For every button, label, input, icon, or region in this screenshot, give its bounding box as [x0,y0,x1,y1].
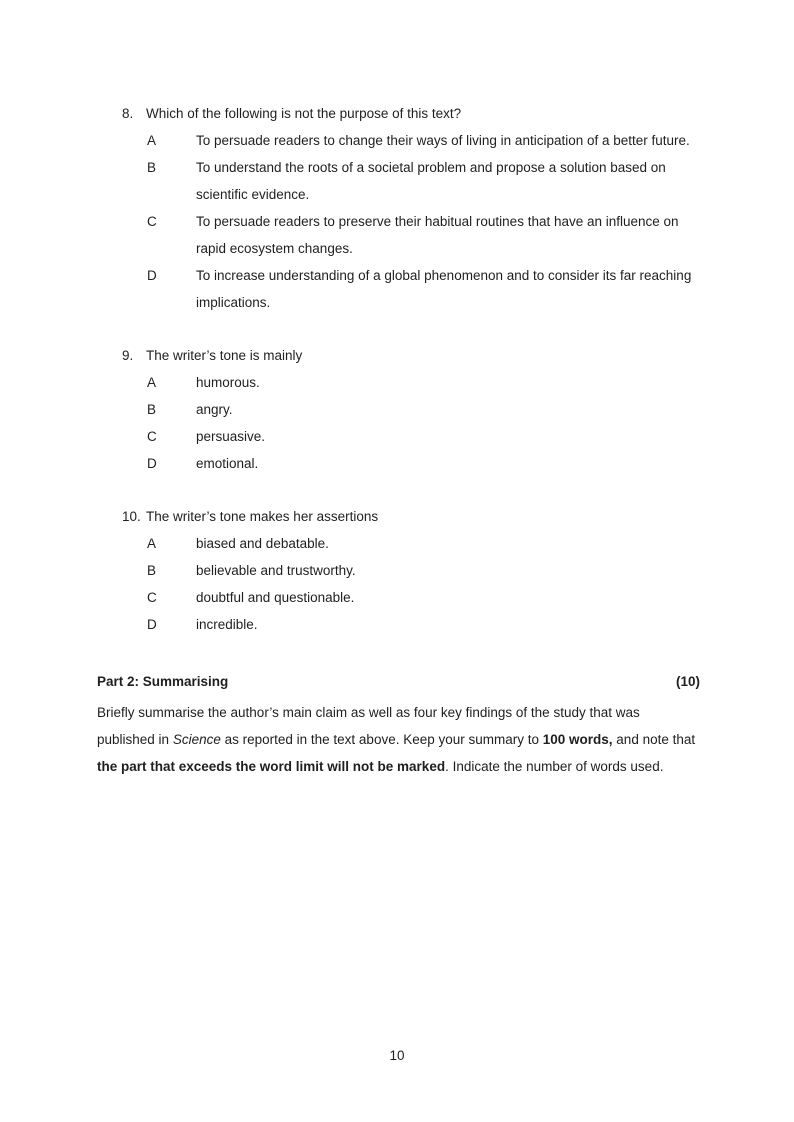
option-letter: B [147,402,157,417]
question-stem [122,342,722,369]
part2-section [97,668,700,780]
word-limit: 100 words, [542,732,613,747]
instruction-text: . Indicate the number of words used. [445,759,664,774]
instruction-text: Briefly summarise the author’s main claim as well as four key findings of the study that was published in [97,705,640,747]
question-8 [122,100,722,316]
option-letter: C [147,214,157,229]
option-b [122,396,722,423]
option-b [122,154,722,208]
question-10 [122,503,722,638]
option-text: To persuade readers to change their ways of living in anticipation of a better future. [196,133,690,148]
option-a [122,127,722,154]
question-stem [122,100,722,127]
option-letter: C [147,429,157,444]
instruction-text: as reported in the text above. Keep your summary to [220,732,543,747]
option-text: biased and debatable. [196,536,329,551]
option-c [122,584,722,611]
page-number: 10 [389,1048,405,1063]
question-text: Which of the following is not the purpose of this text? [146,106,462,121]
option-a [122,369,722,396]
question-number: 9. [122,348,134,363]
option-d [122,450,722,477]
option-letter: C [147,590,157,605]
question-text: The writer’s tone is mainly [146,348,303,363]
option-text: humorous. [196,375,260,390]
question-stem [122,503,722,530]
part2-marks: (10) [675,674,700,689]
option-letter: D [147,268,157,283]
option-text: To increase understanding of a global phenomenon and to consider its far reaching implications. [196,268,692,310]
part2-heading [97,668,700,695]
option-d [122,611,722,638]
option-letter: B [147,563,157,578]
option-text: emotional. [196,456,259,471]
option-letter: A [147,536,157,551]
option-text: To understand the roots of a societal problem and propose a solution based on scientific evidence. [196,160,666,202]
option-a [122,530,722,557]
question-number: 8. [122,106,134,121]
journal-name: Science [172,732,221,747]
option-letter: D [147,617,157,632]
instruction-text: and note that [612,732,696,747]
option-c [122,208,722,262]
option-letter: B [147,160,157,175]
word-limit-warning: the part that exceeds the word limit will not be marked [97,759,446,774]
part2-title: Part 2: Summarising [97,674,229,689]
option-b [122,557,722,584]
question-text: The writer’s tone makes her assertions [146,509,379,524]
option-d [122,262,722,316]
option-text: doubtful and questionable. [196,590,355,605]
question-9 [122,342,722,477]
option-text: To persuade readers to preserve their habitual routines that have an influence on rapid ecosystem changes. [196,214,679,256]
option-text: believable and trustworthy. [196,563,356,578]
option-text: angry. [196,402,233,417]
part2-instructions [97,699,700,780]
option-letter: A [147,133,157,148]
option-text: incredible. [196,617,258,632]
option-letter: D [147,456,157,471]
question-number: 10. [122,509,141,524]
option-text: persuasive. [196,429,266,444]
option-c [122,423,722,450]
option-letter: A [147,375,157,390]
